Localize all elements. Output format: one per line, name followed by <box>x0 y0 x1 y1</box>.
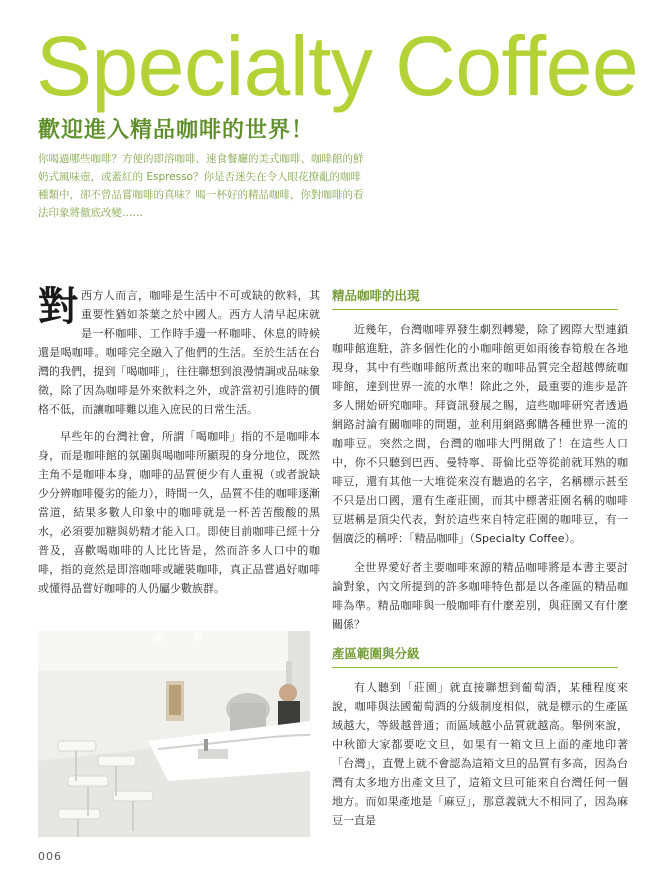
opening-paragraph-text: 西方人而言，咖啡是生活中不可或缺的飲料，其重要性猶如茶葉之於中國人。西方人清早起床就是一杯咖啡、工作時手邊一杯咖啡、休息的時候還是喝咖啡。咖啡完全融入了他們的生活。至於生活在台灣的我們，提到「喝咖啡」，往往聯想到浪漫情調或品味象徵，除了因為咖啡是外來飲料之外，或許當初引進時的價格不低，而讓咖啡難以進入庶民的日常生活。 <box>38 289 320 416</box>
section-heading-specialty-coffee: 精品咖啡的出現 <box>332 286 618 310</box>
right-column <box>332 286 628 840</box>
intro-paragraph: 你喝過哪些咖啡？方便的即溶咖啡、速食餐廳的美式咖啡、咖啡館的鮮奶式風味壺，或蓋紅的 Espresso？你是否迷失在令人眼花撩亂的咖啡種類中，卻不曾品嘗咖啡的真味？喝一杯好的精品咖啡，你對咖啡的看法印象將徹底改變…… <box>38 153 364 219</box>
right-paragraph-1: 近幾年，台灣咖啡界發生劇烈轉變，除了國際大型連鎖咖啡館進駐，許多個性化的小咖啡館更如雨後春筍般在各地現身，其中有些咖啡館所煮出來的咖啡品質完全超越傳統咖啡館，達到世界一流的水準！除此之外，最重要的進步是許多人開始研究咖啡。拜資訊發展之賜，這些咖啡研究者透過網路討論有關咖啡的問題，並利用網路郵購各種世界一流的咖啡豆。突然之間，台灣的咖啡大門開啟了！在這些人口中，你不只聽到巴西、曼特寧、哥倫比亞等從前就耳熟的咖啡豆，還有其他一大堆從來沒有聽過的名字，名稱標示甚至不只是出口國，還有生產莊園，而其中標著莊園名稱的咖啡豆堪稱是頂尖代表，對於這些來自特定莊園的咖啡豆，有一個廣泛的稱呼：「精品咖啡」（Specialty Coffee）。 <box>332 323 628 545</box>
dropcap: 對 <box>38 284 78 330</box>
page-number: 006 <box>38 850 62 863</box>
opening-paragraph <box>38 286 320 419</box>
right-paragraph-3: 有人聽到「莊園」就直接聯想到葡萄酒，某種程度來說，咖啡與法國葡萄酒的分級制度相似，就是標示的生產區域越大，等級越普通；而區域越小品質就越高。舉例來說，中秋節大家都要吃文旦，如果有一箱文旦上面的產地印著「台灣」，直覺上就不會認為這箱文旦的品質有多高，因為台灣有太多地方出產文旦了，這箱文旦可能來自台灣任何一個地方。而如果產地是「麻豆」，那意義就大不相同了，因為麻豆一直是 <box>332 681 628 827</box>
right-paragraph-2: 全世界愛好者主要咖啡來源的精品咖啡將是本書主要討論對象，內文所提到的許多咖啡特色都是以各產區的精品咖啡為準。精品咖啡與一般咖啡有什麼差別，與莊園又有什麼關係？ <box>332 561 628 631</box>
coffee-shop-photo <box>38 631 310 837</box>
page-subtitle: 歡迎進入精品咖啡的世界！ <box>38 118 315 143</box>
page-title: Specialty Coffee <box>36 19 639 113</box>
left-paragraph-2: 早些年的台灣社會，所謂「喝咖啡」指的不是咖啡本身，而是咖啡館的氛圍與喝咖啡所顯現的身分地位，既然主角不是咖啡本身，咖啡的品質便少有人重視（或者說缺少分辨咖啡優劣的能力），時間一久，品質不佳的咖啡逐漸當道，結果多數人印象中的咖啡就是一杯苦苦酸酸的黑水，必須要加糖與奶精才能入口。即使目前咖啡已經十分普及，喜歡喝咖啡的人比比皆是，然而許多人口中的咖啡，指的竟然是即溶咖啡或罐裝咖啡，真正品嘗過好咖啡或懂得品嘗好咖啡的人仍屬少數族群。 <box>38 430 320 595</box>
left-column <box>38 286 320 606</box>
coffee-shop-illustration <box>38 631 310 837</box>
section-heading-grading: 產區範圍與分級 <box>332 644 618 668</box>
